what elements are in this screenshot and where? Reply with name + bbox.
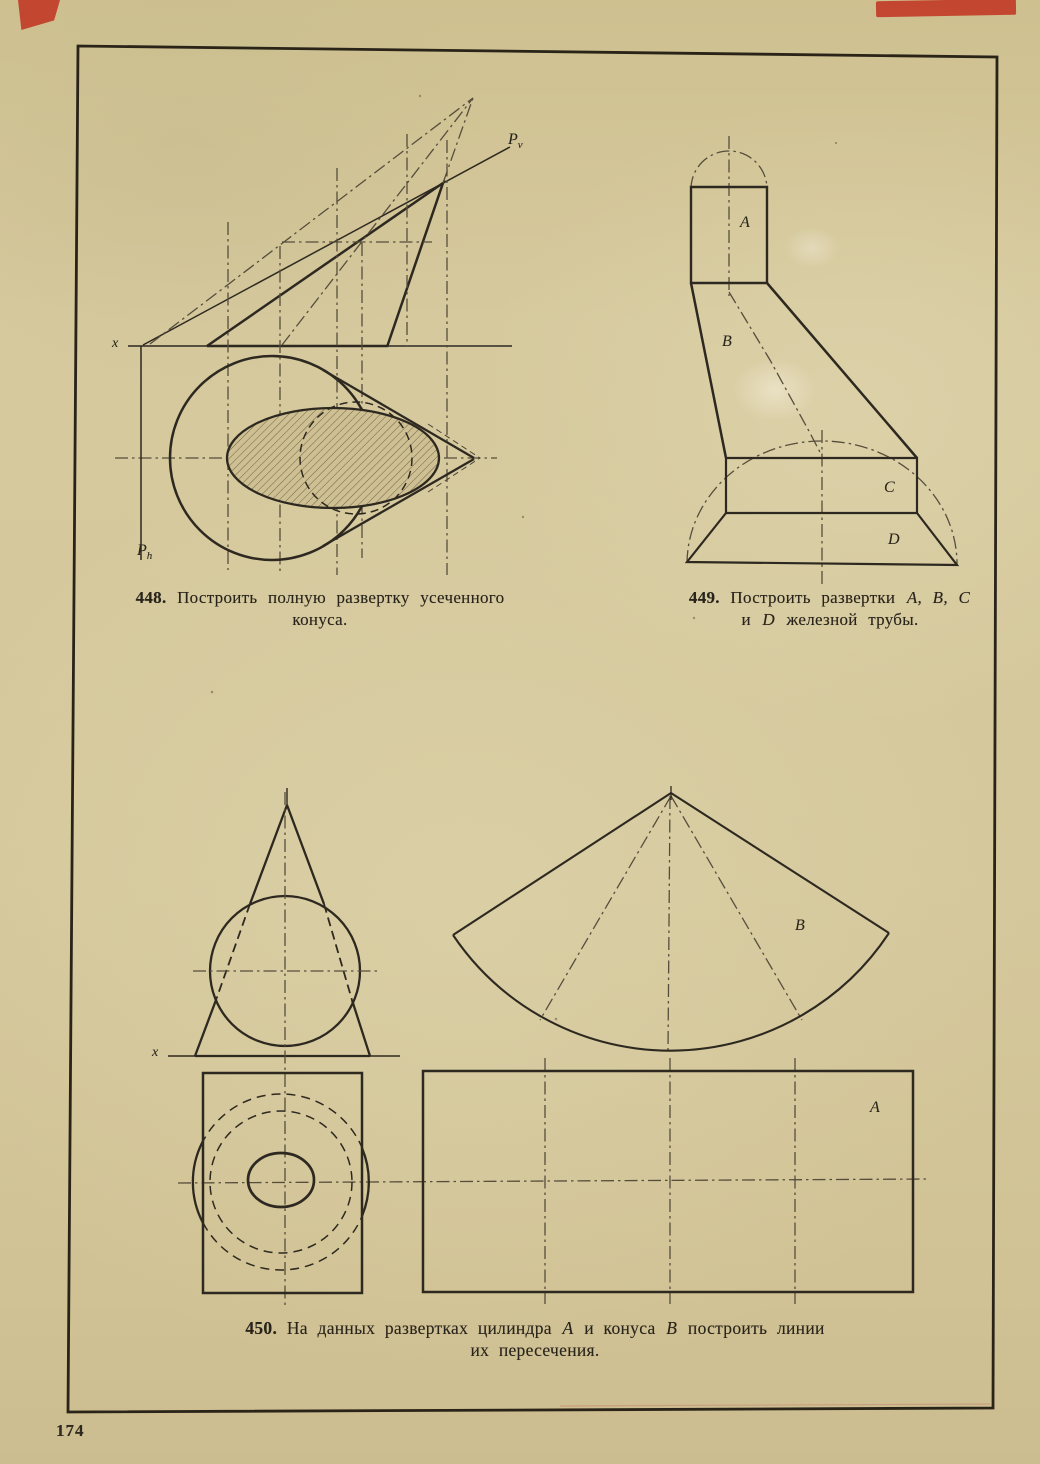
caption-449-line1: 449. Построить развертки A, B, C xyxy=(688,588,971,607)
caption-450-line1: 450. На данных развертках цилиндра A и конуса B построить линии xyxy=(245,1318,825,1338)
fig450-cone-dev-label: B xyxy=(795,917,805,934)
caption-problem-449 xyxy=(640,587,1020,631)
fig449-part-d-label: D xyxy=(888,531,900,548)
caption-448-line1: 448. Построить полную развертку усеченного xyxy=(135,588,505,607)
figure-450-drawing xyxy=(168,786,927,1308)
paper-specks xyxy=(211,95,837,1021)
caption-449-line2: и D железной трубы. xyxy=(741,609,919,629)
fig448-pv-label: $P_v$ xyxy=(508,131,523,152)
fig449-part-a-label: A xyxy=(740,214,750,231)
figure-449-drawing xyxy=(687,136,957,585)
caption-450-line2: их пересечения. xyxy=(470,1340,600,1361)
fig448-x-axis-label: x xyxy=(112,336,119,351)
fig449-part-b-label: B xyxy=(722,333,732,350)
scan-pink-fringe xyxy=(560,1404,990,1406)
hatched-section-ellipse xyxy=(227,408,439,508)
fig450-x-axis-label: x xyxy=(152,1045,159,1060)
fig448-ph-label: $P_h$ xyxy=(137,542,153,563)
caption-448-line2: конуса. xyxy=(292,609,348,629)
caption-problem-448 xyxy=(90,587,550,631)
fig450-cyl-dev-label: A xyxy=(870,1099,880,1116)
figure-448-drawing xyxy=(115,98,512,575)
page-number: 174 xyxy=(56,1421,85,1440)
fig449-part-c-label: C xyxy=(884,479,895,496)
caption-problem-450 xyxy=(130,1317,940,1362)
page-border-frame xyxy=(68,46,997,1412)
